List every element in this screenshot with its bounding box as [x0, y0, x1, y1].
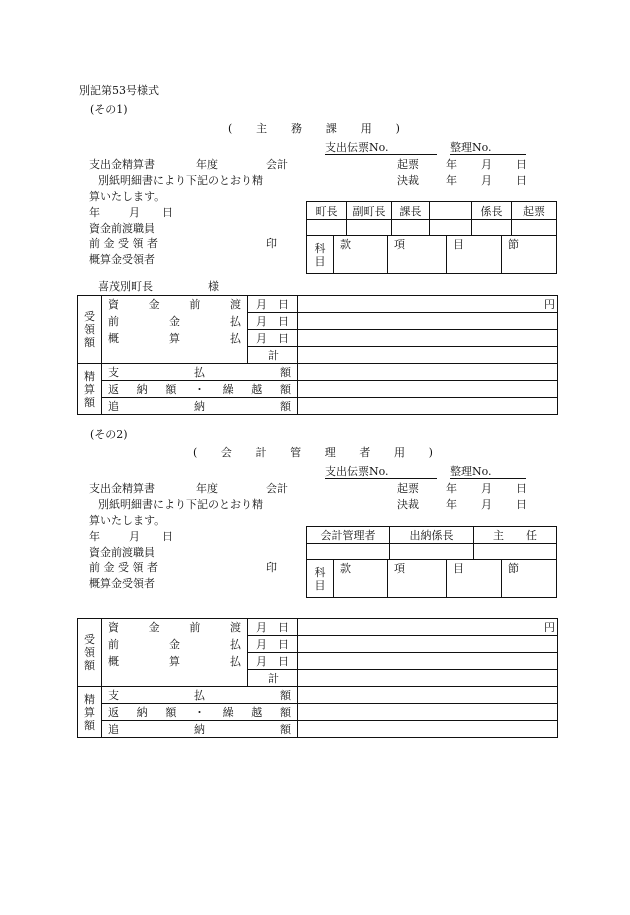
recv-amount-cell[interactable] [298, 296, 558, 313]
section1-amount-grid [77, 295, 558, 415]
budget-kou-label: 項 [394, 562, 405, 575]
section2-date-year: 年 [89, 530, 100, 543]
approval-cell[interactable] [430, 220, 472, 236]
budget-kamoku-label: 科 目 [307, 560, 334, 598]
section1-label: (その1) [90, 103, 128, 116]
recv-row-maekin: 前 金 払 [102, 636, 248, 653]
settle-amount-cell[interactable] [298, 381, 558, 398]
section1-budget-grid [306, 235, 557, 274]
approval-cell[interactable] [390, 544, 474, 560]
approval-header-kacho: 課長 [392, 202, 430, 220]
section1-approval-grid [306, 201, 557, 236]
budget-moku-cell[interactable] [447, 236, 502, 274]
section1-role-gaisan: 概算金受領者 [89, 253, 155, 266]
section2-denpyo-no: 支出伝票No. [325, 465, 437, 479]
settle-amount-cell[interactable] [298, 364, 558, 381]
section1-kihyo-year: 年 [446, 158, 457, 171]
settle-row-henno: 返 納 額 ・ 繰 越 額 [102, 704, 298, 721]
budget-kou-cell[interactable] [388, 560, 447, 598]
recv-amount-cell[interactable] [298, 653, 558, 670]
approval-header-kaikei-kanrisha: 会計管理者 [307, 527, 390, 544]
section2-kihyo-label: 起票 [397, 482, 419, 495]
section2-line2: 別紙明細書により下記のとおり精 [98, 498, 263, 511]
approval-cell[interactable] [512, 220, 557, 236]
settle-row-henno: 返 納 額 ・ 繰 越 額 [102, 381, 298, 398]
recv-amount-cell[interactable] [298, 636, 558, 653]
section2-role-shikin: 資金前渡職員 [89, 546, 155, 559]
section2-seal-mark: 印 [266, 561, 277, 574]
approval-cell[interactable] [474, 544, 557, 560]
budget-kan-label: 款 [340, 562, 351, 575]
section2-budget-grid [306, 559, 557, 598]
section1-statement-title: 支出金精算書 [89, 158, 155, 171]
budget-kan-cell[interactable] [334, 236, 388, 274]
recv-row-blank [102, 347, 248, 364]
budget-kan-label: 款 [340, 238, 351, 251]
section2-role-maekin: 前 金 受 領 者 [89, 561, 158, 574]
budget-moku-label: 目 [453, 562, 464, 575]
settle-row-shiharai: 支 払 額 [102, 364, 298, 381]
section2-title: ( 会 計 管 理 者 用 ) [193, 446, 433, 459]
section1-date-month: 月 [129, 206, 140, 219]
section2-line3: 算いたします。 [89, 514, 166, 527]
section1-date-day: 日 [162, 206, 173, 219]
recv-row-gaisan: 概 算 払 [102, 330, 248, 347]
section1-role-maekin: 前 金 受 領 者 [89, 237, 158, 250]
approval-header-kihyo: 起票 [512, 202, 557, 220]
settle-amount-label: 精 算 額 [78, 687, 102, 738]
recv-total-label: 計 [248, 670, 298, 687]
section2-date-month: 月 [129, 530, 140, 543]
section1-kessai-day: 日 [516, 174, 527, 187]
recv-date-cell[interactable]: 月 日 [248, 296, 298, 313]
section1-seal-mark: 印 [266, 237, 277, 250]
recv-row-shikin: 資 金 前 渡 [102, 619, 248, 636]
section1-date-year: 年 [89, 206, 100, 219]
section2-kessai-month: 月 [481, 498, 492, 511]
section2-kihyo-month: 月 [481, 482, 492, 495]
approval-header-chocho: 町長 [307, 202, 347, 220]
section2-kessai-label: 決裁 [397, 498, 419, 511]
section1-addressee-name: 喜茂別町長 [98, 280, 153, 293]
section1-title: ( 主 務 課 用 ) [228, 122, 400, 135]
recv-date-cell[interactable]: 月 日 [248, 636, 298, 653]
section2-amount-grid [77, 618, 558, 738]
section2-label: (その2) [90, 428, 128, 441]
section1-kessai-year: 年 [446, 174, 457, 187]
recv-date-cell[interactable]: 月 日 [248, 619, 298, 636]
recv-total-cell[interactable] [298, 670, 558, 687]
approval-header-kakaricho: 係長 [472, 202, 512, 220]
recv-date-cell[interactable]: 月 日 [248, 313, 298, 330]
budget-kamoku-label: 科 目 [307, 236, 334, 274]
recv-date-cell[interactable]: 月 日 [248, 653, 298, 670]
settle-amount-cell[interactable] [298, 398, 558, 415]
section2-kessai-year: 年 [446, 498, 457, 511]
recv-amount-cell[interactable] [298, 313, 558, 330]
budget-kou-cell[interactable] [388, 236, 447, 274]
recv-row-gaisan: 概 算 払 [102, 653, 248, 670]
settle-amount-cell[interactable] [298, 721, 558, 738]
approval-header-blank [430, 202, 472, 220]
section1-kihyo-day: 日 [516, 158, 527, 171]
recv-amount-label: 受 領 額 [78, 296, 102, 364]
settle-amount-label: 精 算 額 [78, 364, 102, 415]
form-heading: 別記第53号様式 [79, 84, 159, 97]
section2-approval-grid [306, 526, 557, 560]
section2-date-day: 日 [162, 530, 173, 543]
budget-setsu-cell[interactable] [502, 560, 557, 598]
section1-role-shikin: 資金前渡職員 [89, 222, 155, 235]
approval-cell[interactable] [472, 220, 512, 236]
section1-line2: 別紙明細書により下記のとおり精 [98, 174, 263, 187]
section1-seiri-no: 整理No. [450, 141, 526, 155]
budget-kan-cell[interactable] [334, 560, 388, 598]
recv-total-cell[interactable] [298, 347, 558, 364]
section1-account: 会計 [266, 158, 288, 171]
section2-seiri-no: 整理No. [450, 465, 526, 479]
settle-row-tsuino: 追 納 額 [102, 398, 298, 415]
section2-kihyo-day: 日 [516, 482, 527, 495]
approval-cell[interactable] [392, 220, 430, 236]
section2-kihyo-year: 年 [446, 482, 457, 495]
recv-row-maekin: 前 金 払 [102, 313, 248, 330]
approval-cell[interactable] [347, 220, 392, 236]
recv-date-cell[interactable]: 月 日 [248, 330, 298, 347]
approval-header-fukuchocho: 副町長 [347, 202, 392, 220]
yen-unit: 円 [544, 621, 555, 634]
section1-fiscal-year: 年度 [196, 158, 218, 171]
section2-account: 会計 [266, 482, 288, 495]
budget-setsu-cell[interactable] [502, 236, 557, 274]
section1-kihyo-month: 月 [481, 158, 492, 171]
recv-amount-label: 受 領 額 [78, 619, 102, 687]
budget-moku-label: 目 [453, 238, 464, 251]
section1-line3: 算いたします。 [89, 190, 166, 203]
yen-unit: 円 [544, 298, 555, 311]
settle-row-shiharai: 支 払 額 [102, 687, 298, 704]
approval-cell[interactable] [307, 220, 347, 236]
section2-statement-title: 支出金精算書 [89, 482, 155, 495]
section1-denpyo-no: 支出伝票No. [325, 141, 437, 155]
section2-fiscal-year: 年度 [196, 482, 218, 495]
budget-setsu-label: 節 [508, 562, 519, 575]
budget-moku-cell[interactable] [447, 560, 502, 598]
section1-addressee-sama: 様 [208, 280, 219, 293]
settle-amount-cell[interactable] [298, 704, 558, 721]
approval-header-suito-kakaricho: 出納係長 [390, 527, 474, 544]
section1-kessai-month: 月 [481, 174, 492, 187]
section1-kihyo-label: 起票 [397, 158, 419, 171]
recv-row-blank [102, 670, 248, 687]
settle-amount-cell[interactable] [298, 687, 558, 704]
approval-header-shunin: 主 任 [474, 527, 557, 544]
recv-total-label: 計 [248, 347, 298, 364]
section1-kessai-label: 決裁 [397, 174, 419, 187]
recv-row-shikin: 資 金 前 渡 [102, 296, 248, 313]
approval-cell[interactable] [307, 544, 390, 560]
settle-row-tsuino: 追 納 額 [102, 721, 298, 738]
budget-kou-label: 項 [394, 238, 405, 251]
section2-role-gaisan: 概算金受領者 [89, 577, 155, 590]
section2-kessai-day: 日 [516, 498, 527, 511]
budget-setsu-label: 節 [508, 238, 519, 251]
recv-amount-cell[interactable] [298, 619, 558, 636]
recv-amount-cell[interactable] [298, 330, 558, 347]
